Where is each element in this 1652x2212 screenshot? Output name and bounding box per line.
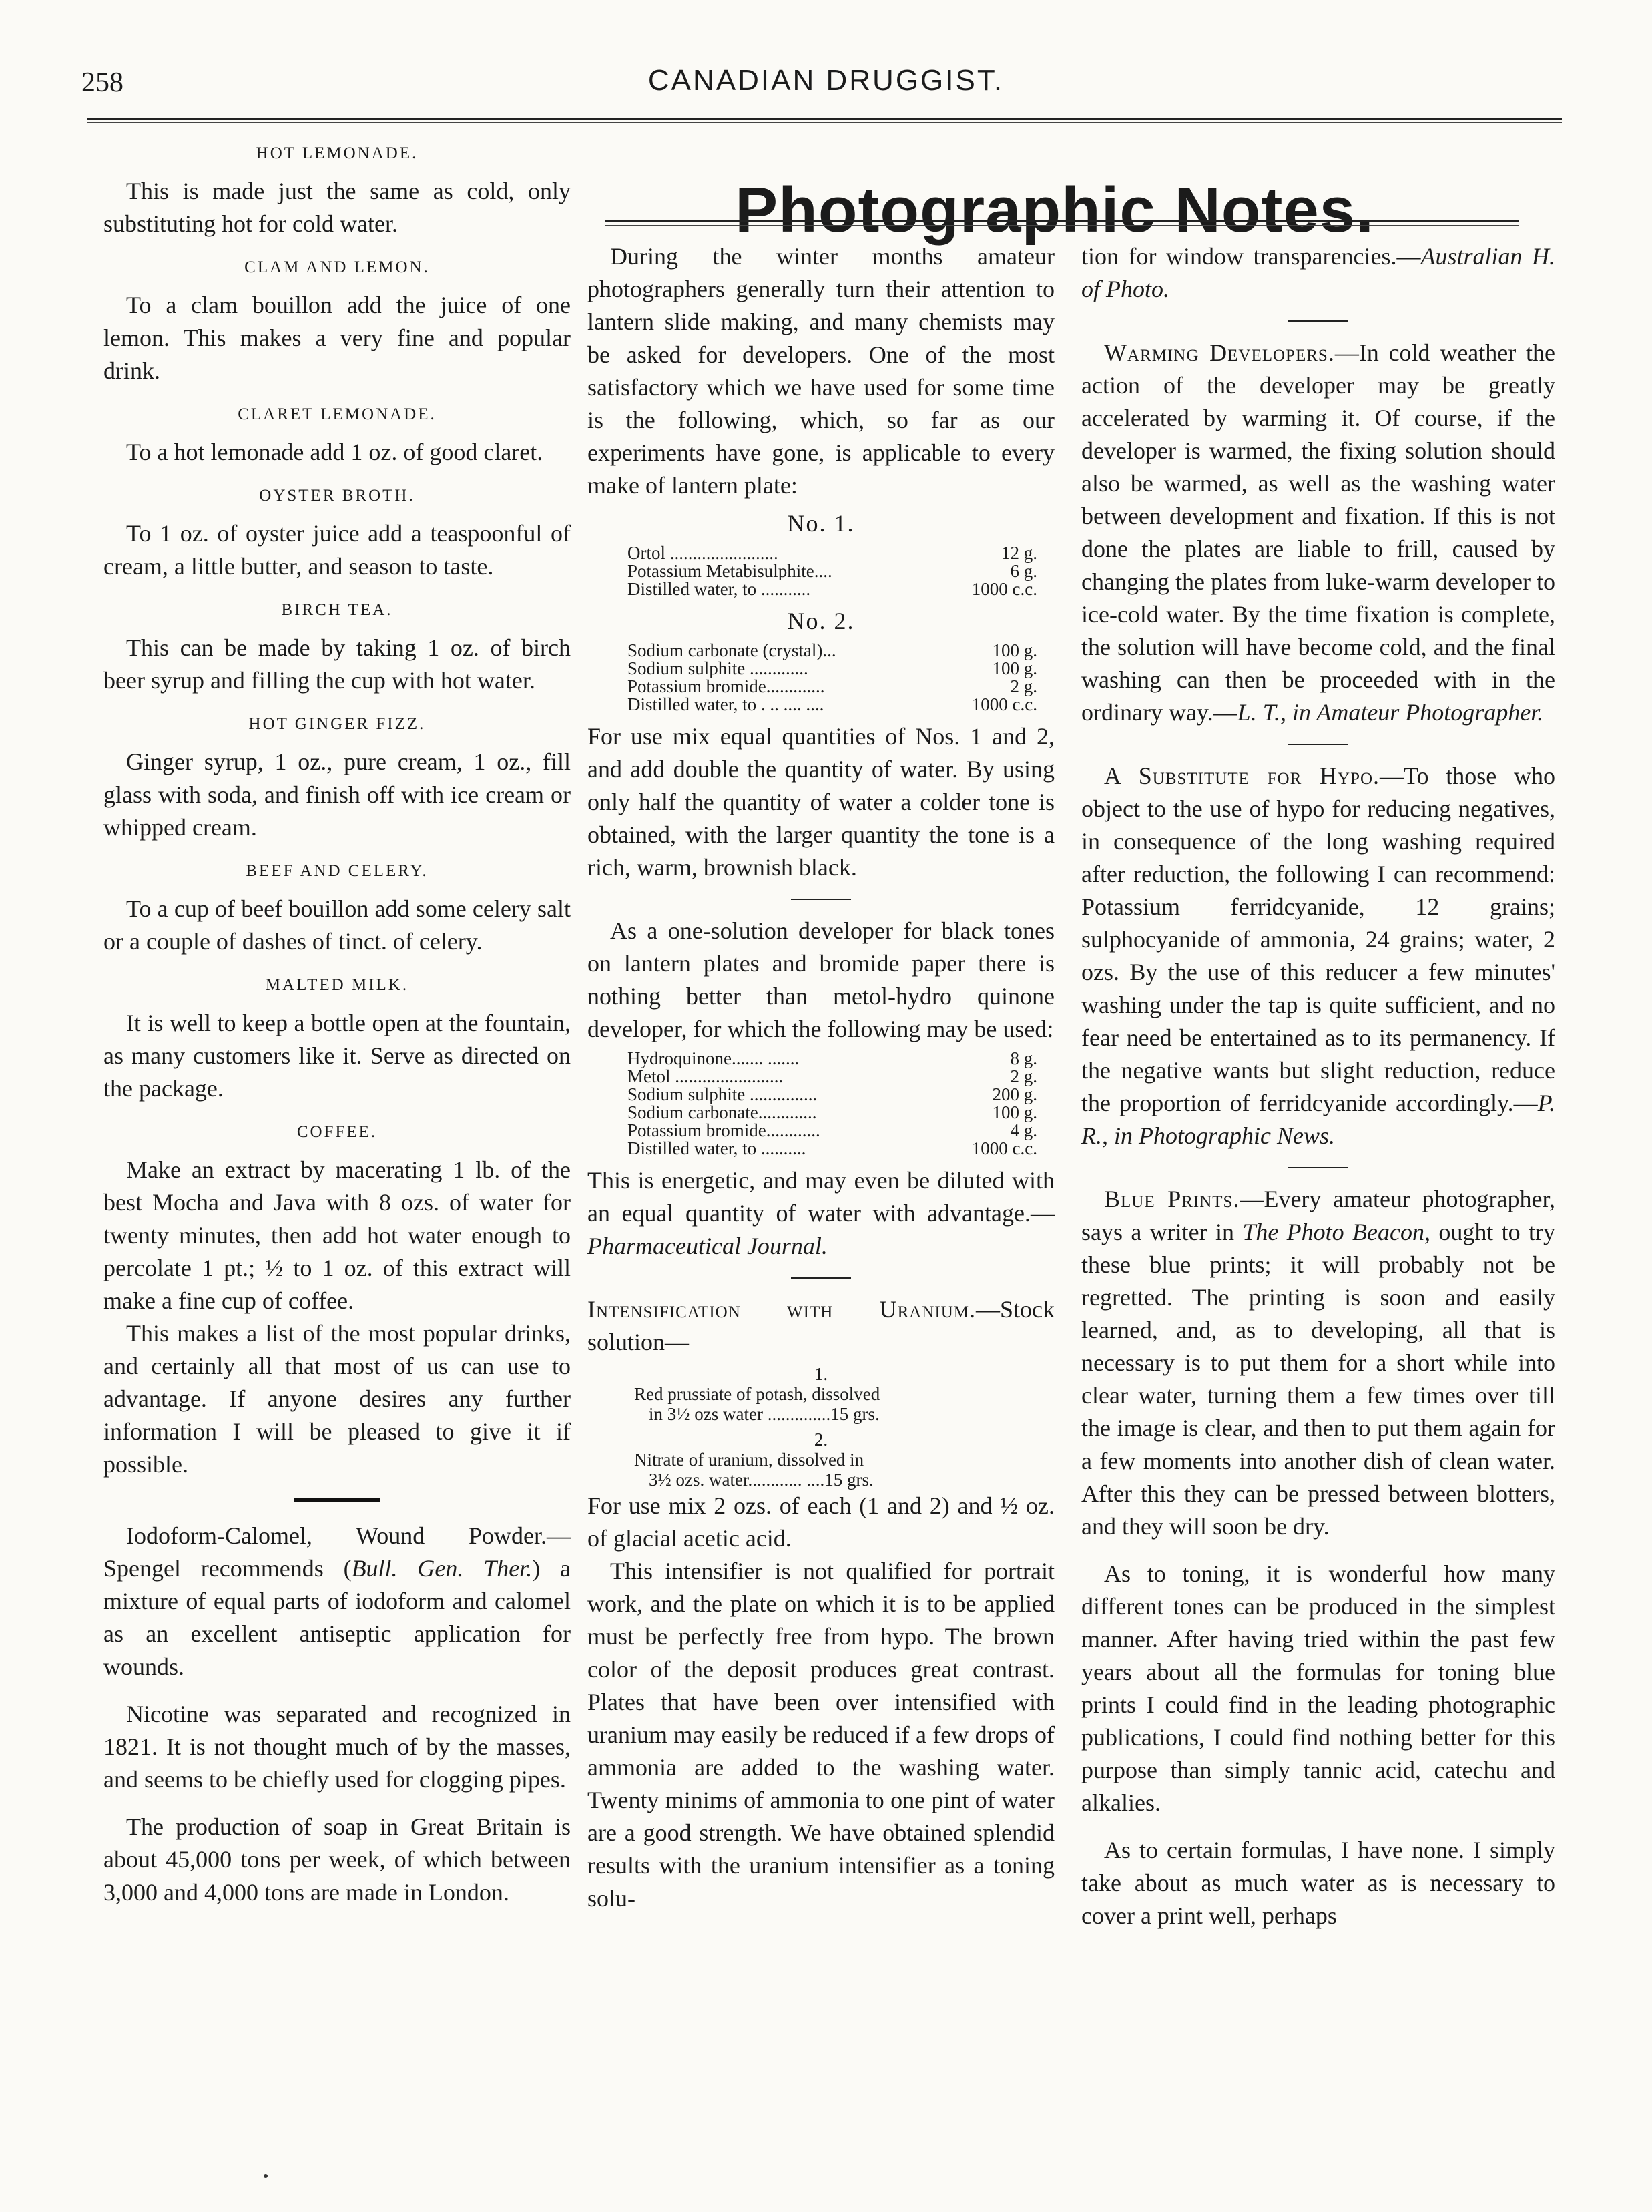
header-rule [87, 118, 1562, 120]
formulas-paragraph: As to certain formulas, I have none. I simply take about as much water as is necessary to cover a print well, perhaps [1081, 1837, 1555, 1929]
continuation-text: tion for window transparencies.— [1081, 243, 1421, 270]
table-row [587, 562, 1055, 580]
recipe-text: To a hot lemonade add 1 oz. of good claret. [126, 439, 543, 465]
amount: 8 g. [1010, 1048, 1037, 1068]
amount: 100 g. [992, 1102, 1037, 1122]
uranium-body-paragraph: This intensifier is not qualified for portrait work, and the plate on which it is to be applied must be perfectly free from hypo. The brown color of the deposit produces great contrast. Plates that have been over intensified with uranium may easily be reduced if a few drops of ammonia are added to the washing water. Twenty minims of ammonia to one pint of water are a good strength. We have obtained splendid results with the uranium intensifier as a toning solu- [587, 1558, 1055, 1912]
blue-prints-text: —Every amateur photographer, says a writer in [1081, 1186, 1555, 1245]
short-divider [791, 899, 851, 900]
ingredient: Metol ........................ [627, 1068, 784, 1086]
table-row [587, 642, 1055, 660]
recipe-heading: CLAM AND LEMON. [244, 258, 430, 276]
ingredient: Potassium bromide............. [627, 678, 825, 696]
stray-mark [264, 2174, 268, 2178]
short-divider [791, 1277, 851, 1279]
ingredient: Ortol ........................ [627, 544, 778, 562]
warming-heading: Warming Developers. [1104, 339, 1335, 366]
energetic-paragraph [587, 1164, 1055, 1263]
ingredient: Sodium sulphite ............. [627, 660, 808, 678]
hypo-paragraph [1081, 760, 1555, 1152]
stock-line: Red prussiate of potash, dissolved [634, 1384, 880, 1404]
thick-divider [294, 1498, 380, 1502]
recipe-heading: MALTED MILK. [265, 976, 409, 994]
formula-title: No. 1. [787, 510, 855, 537]
table-row [587, 1140, 1055, 1158]
table-row [587, 696, 1055, 714]
short-divider [1288, 1167, 1348, 1168]
page-number: 258 [81, 67, 123, 98]
iodoform-rest: ) a mixture of equal parts of iodoform and calomel as an excellent antiseptic application for wounds. [103, 1555, 571, 1680]
ingredient: Distilled water, to . .. .... .... [627, 696, 824, 714]
recipe-heading: BIRCH TEA. [281, 601, 393, 619]
recipe-heading: HOT LEMONADE. [256, 144, 419, 162]
amount: 2 g. [1010, 1066, 1037, 1086]
formula-table-3 [587, 1050, 1055, 1158]
short-divider [1288, 320, 1348, 322]
formula-table-1 [587, 544, 1055, 598]
header-rule-thin [87, 122, 1562, 123]
stock-number: 2. [814, 1429, 828, 1450]
uranium-lead: —Stock solution— [587, 1296, 1055, 1355]
continuation-paragraph [1081, 240, 1555, 306]
recipe-text: Ginger syrup, 1 oz., pure cream, 1 oz., fill glass with soda, and finish off with ice cream or whipped cream. [103, 748, 571, 841]
closing-paragraph: This makes a list of the most popular drinks, and certainly all that most of us can use to advantage. If anyone desires any further information I will be pleased to give it if possible. [103, 1320, 571, 1478]
amount: 2 g. [1010, 676, 1037, 696]
amount: 100 g. [992, 640, 1037, 660]
short-divider [1288, 744, 1348, 745]
amount: 12 g. [1001, 543, 1037, 563]
iodoform-reference: Bull. Gen. Ther. [351, 1555, 533, 1582]
table-row [587, 1122, 1055, 1140]
recipe-heading: HOT GINGER FIZZ. [248, 715, 426, 733]
ingredient: Sodium carbonate............. [627, 1104, 817, 1122]
stock-number: 1. [814, 1364, 828, 1384]
energetic-text: This is energetic, and may even be diluted with an equal quantity of water with advantage.— [587, 1167, 1055, 1227]
table-row [587, 580, 1055, 598]
amount: 1000 c.c. [971, 694, 1037, 714]
iodoform-paragraph [103, 1520, 571, 1683]
hypo-heading: A Substitute for Hypo. [1104, 762, 1380, 789]
table-row [587, 544, 1055, 562]
recipe-text: To a clam bouillon add the juice of one lemon. This makes a very fine and popular drink. [103, 292, 571, 384]
title-rule [605, 220, 1519, 222]
stock-line: in 3½ ozs water ..............15 grs. [649, 1404, 880, 1424]
uranium-heading: Intensification with Uranium. [587, 1296, 976, 1323]
iodoform-lead: Iodoform-Calomel, Wound Powder.—Spengel recommends ( [103, 1522, 571, 1582]
uranium-paragraph [587, 1293, 1055, 1359]
table-row [587, 1050, 1055, 1068]
amount: 1000 c.c. [971, 1138, 1037, 1158]
recipe-text: It is well to keep a bottle open at the fountain, as many customers like it. Serve as directed on the package. [103, 1010, 571, 1102]
formula-table-2 [587, 642, 1055, 714]
ingredient: Sodium sulphite ............... [627, 1086, 818, 1104]
ingredient: Distilled water, to ........... [627, 580, 811, 598]
toning-paragraph: As to toning, it is wonderful how many different tones can be produced in the simplest manner. After having tried within the past few years about all the formulas for toning blue prints I could find in the leading photographic publications, I could find nothing better for this purpose than simply tannic acid, catechu and alkalies. [1081, 1560, 1555, 1816]
table-row [587, 1068, 1055, 1086]
stock-line: 3½ ozs. water............ ....15 grs. [649, 1470, 874, 1490]
table-row [587, 1104, 1055, 1122]
recipe-heading: COFFEE. [296, 1123, 378, 1141]
amount: 1000 c.c. [971, 579, 1037, 599]
blue-prints-text-cont: ought to try these blue prints; it will probably not be regretted. The printing is soon and easily learned, and, as to developing, all that is necessary is to put them for a short while into clear water, turning them a few times over till the image is clear, and then to put them again for a few moments into another dish of clean water. After this they can be pressed between blotters, and they will soon be dry. [1081, 1219, 1555, 1540]
one-solution-paragraph: As a one-solution developer for black tones on lantern plates and bromide paper there is nothing better than metol-hydro quinone developer, for which the following may be used: [587, 917, 1055, 1042]
hypo-text: —To those who object to the use of hypo for reducing negatives, in consequence of the long washing required after reduction, the following I can recommend: Potassium ferridcyanide, 12 grains; sulphocyanide of ammonia, 24 grains; water, 2 ozs. By the use of this reducer a few minutes' washing under the tap is quite sufficient, and no fear need be entertained as to its permanency. If the negative wants but slight reduction, reduce the proportion of ferridcyanide accordingly.— [1081, 762, 1555, 1116]
usage-paragraph: For use mix equal quantities of Nos. 1 and 2, and add double the quantity of water. By using only half the quantity of water a colder tone is obtained, with the larger quantity the tone is a rich, warm, brownish black. [587, 723, 1055, 881]
table-row [587, 1086, 1055, 1104]
recipe-text: Make an extract by macerating 1 lb. of the best Mocha and Java with 8 ozs. of water for twenty minutes, then add hot water enough to percolate 1 pt.; ½ to 1 oz. of this extract will make a fine cup of coffee. [103, 1156, 571, 1314]
recipe-heading: BEEF AND CELERY. [246, 862, 429, 880]
nicotine-paragraph: Nicotine was separated and recognized in 1821. It is not thought much of by the masses, and seems to be chiefly used for clogging pipes. [103, 1701, 571, 1793]
stock-line: Nitrate of uranium, dissolved in [634, 1450, 864, 1470]
recipe-text: This can be made by taking 1 oz. of birch beer syrup and filling the cup with hot water. [103, 634, 571, 694]
recipe-heading: CLARET LEMONADE. [238, 405, 437, 423]
recipe-text: To a cup of beef bouillon add some celery salt or a couple of dashes of tinct. of celery. [103, 895, 571, 955]
soap-paragraph: The production of soap in Great Britain is about 45,000 tons per week, of which between 3,000 and 4,000 tons are made in London. [103, 1813, 571, 1906]
blue-prints-heading: Blue Prints. [1104, 1186, 1240, 1212]
ingredient: Hydroquinone....... ....... [627, 1050, 800, 1068]
intro-paragraph: During the winter months amateur photographers generally turn their attention to lantern slide making, and many chemists may be asked for developers. One of the most satisfactory which we have used for some time is the following, which, so far as our experiments have gone, is applicable to every make of lantern plate: [587, 243, 1055, 499]
energetic-source: Pharmaceutical Journal. [587, 1233, 828, 1259]
uranium-mix-paragraph: For use mix 2 ozs. of each (1 and 2) and ½ oz. of glacial acetic acid. [587, 1492, 1055, 1552]
table-row [587, 660, 1055, 678]
amount: 100 g. [992, 658, 1037, 678]
recipe-text: This is made just the same as cold, only substituting hot for cold water. [103, 178, 571, 237]
section-title: Photographic Notes. [735, 174, 1374, 246]
ingredient: Potassium bromide............ [627, 1122, 820, 1140]
formula-title: No. 2. [787, 608, 855, 634]
recipe-text: To 1 oz. of oyster juice add a teaspoonful of cream, a little butter, and season to taste. [103, 520, 571, 580]
blue-prints-reference: The Photo Beacon, [1242, 1219, 1430, 1245]
warming-source: L. T., in Amateur Photographer. [1237, 699, 1544, 726]
running-head: CANADIAN DRUGGIST. [647, 64, 1005, 97]
warming-paragraph [1081, 337, 1555, 729]
blue-prints-paragraph [1081, 1183, 1555, 1543]
ingredient: Sodium carbonate (crystal)... [627, 642, 836, 660]
hypo-source: P. R., in Photographic News. [1081, 1090, 1555, 1149]
amount: 6 g. [1010, 561, 1037, 581]
amount: 4 g. [1010, 1120, 1037, 1140]
table-row [587, 678, 1055, 696]
right-column [1081, 240, 1555, 1932]
left-column [103, 137, 571, 1909]
recipe-heading: OYSTER BROTH. [259, 487, 415, 505]
title-rule-thin [605, 225, 1519, 226]
continuation-source: Australian H. of Photo. [1081, 243, 1555, 302]
ingredient: Potassium Metabisulphite.... [627, 562, 832, 580]
middle-column [587, 240, 1055, 1915]
amount: 200 g. [992, 1084, 1037, 1104]
warming-text: —In cold weather the action of the developer may be greatly accelerated by warming it. Of course, if the developer is warmed, the fixing solution should also be warmed, as well as the washing water between development and fixation. If this is not done the plates are liable to frill, caused by changing the plates from luke-warm developer to ice-cold water. By the time fixation is complete, the solution will have become cold, and the final washing can then be proceeded with in the ordinary way.— [1081, 339, 1555, 726]
ingredient: Distilled water, to .......... [627, 1140, 806, 1158]
